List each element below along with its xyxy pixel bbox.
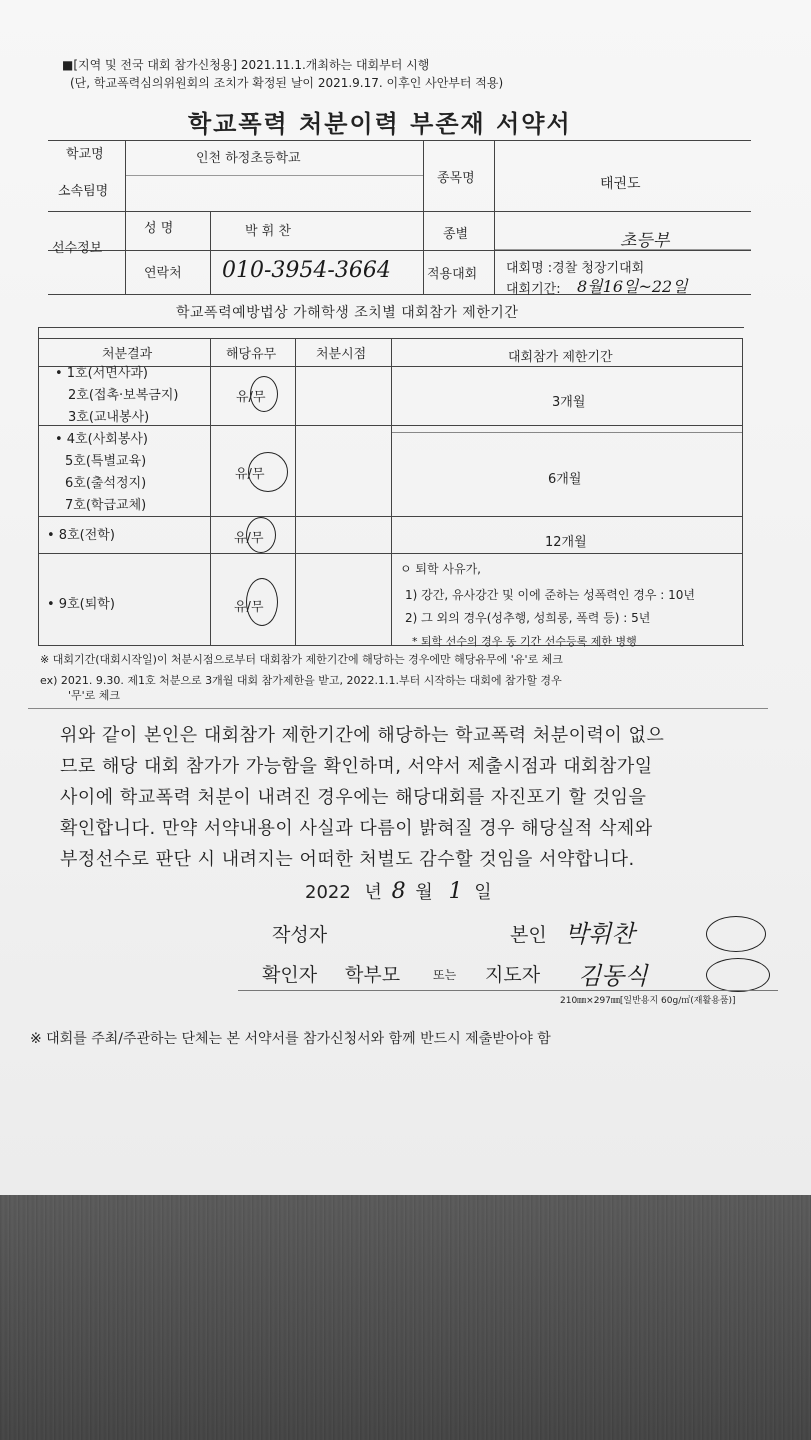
coach-signature-name: 김동식	[578, 962, 648, 990]
result-1: • 1호(서면사과)	[55, 366, 149, 381]
self-seal-signature	[706, 916, 766, 952]
row4-limit-line2: 1) 강간, 유사강간 및 이에 준하는 성폭력인 경우 : 10년	[405, 588, 696, 602]
category-value: 초등부	[620, 231, 670, 251]
desk-surface	[0, 1195, 811, 1440]
row2-circle-mark	[248, 452, 288, 492]
row4-circle-mark	[246, 578, 278, 626]
contest-period-value: 8월16일~22일	[577, 277, 688, 296]
date-day-unit: 일	[474, 882, 492, 903]
row1-circle-mark	[250, 376, 278, 412]
or-label: 또는	[433, 968, 457, 982]
header-line2: (단, 학교폭력심의위원회의 조치가 확정된 날이 2021.9.17. 이후인 사안부터 적용)	[70, 76, 504, 90]
result-3: 3호(교내봉사)	[68, 410, 150, 425]
row4-limit-line3: 2) 그 외의 경우(성추행, 성희롱, 폭력 등) : 5년	[405, 611, 651, 625]
row4-limit-line1: ㅇ 퇴학 사유가,	[400, 562, 481, 576]
coach-label: 지도자	[485, 964, 541, 986]
paper-spec: 210㎜×297㎜[일반용지 60g/㎡(재활용품)]	[560, 996, 736, 1006]
pledge-line2: 므로 해당 대회 참가가 가능함을 확인하며, 서약서 제출시점과 대회참가일	[60, 756, 653, 777]
contest-period-label: 대회기간:	[506, 282, 561, 297]
pledge-line4: 확인합니다. 만약 서약내용이 사실과 다름이 밝혀질 경우 해당실적 삭제와	[60, 818, 653, 839]
section-title: 학교폭력예방법상 가해학생 조치별 대회참가 제한기간	[176, 305, 519, 321]
row3-circle-mark	[246, 517, 276, 553]
school-value: 인천 하정초등학교	[196, 151, 301, 166]
result-6: 6호(출석정지)	[65, 476, 147, 491]
confirm-label: 확인자	[262, 964, 318, 986]
event-value: 태권도	[600, 176, 641, 192]
parent-label: 학부모	[345, 964, 401, 986]
row1-yn: 유/무	[236, 390, 266, 405]
row4-limit-line4: * 퇴학 선수의 경우 동 기간 선수등록 제한 병행	[412, 635, 637, 648]
row1-limit: 3개월	[552, 395, 586, 410]
note-3: '무'로 체크	[68, 689, 121, 702]
date-day: 1	[448, 879, 463, 904]
pledge-line5: 부정선수로 판단 시 내려지는 어떠한 처벌도 감수할 것임을 서약합니다.	[60, 849, 635, 870]
author-label: 작성자	[272, 924, 328, 946]
col-date-header: 처분시점	[316, 347, 367, 362]
col-result-header: 처분결과	[102, 347, 153, 362]
contest-name: 대회명 :경찰 청장기대회	[506, 261, 645, 276]
header-line1: ■[지역 및 전국 대회 참가신청용] 2021.11.1.개최하는 대회부터 시행	[62, 58, 430, 72]
event-label: 종목명	[437, 171, 475, 186]
result-8: • 8호(전학)	[47, 528, 115, 543]
date-year-unit: 년	[364, 882, 382, 903]
applied-contest-label: 적용대회	[427, 267, 478, 282]
athlete-label: 선수정보	[52, 241, 103, 256]
contact-value: 010-3954-3664	[222, 258, 391, 283]
date-month: 8	[391, 879, 406, 904]
date-row	[305, 878, 492, 904]
note-1: ※ 대회기간(대회시작일)이 처분시점으로부터 대회참가 제한기간에 해당하는 경우에만 해당유무에 '유'로 체크	[40, 653, 563, 666]
note-2: ex) 2021. 9.30. 제1호 처분으로 3개월 대회 참가제한을 받고, 2022.1.1.부터 시작하는 대회에 참가할 경우	[40, 674, 562, 687]
team-label: 소속팀명	[58, 184, 109, 199]
col-limit-header: 대회참가 제한기간	[508, 350, 613, 365]
name-label: 성 명	[144, 221, 174, 236]
contact-label: 연락처	[144, 266, 182, 281]
result-7: 7호(학급교체)	[65, 498, 147, 513]
pledge-line1: 위와 같이 본인은 대회참가 제한기간에 해당하는 학교폭력 처분이력이 없으	[60, 725, 665, 746]
row2-limit: 6개월	[548, 472, 582, 487]
document-title: 학교폭력 처분이력 부존재 서약서	[188, 110, 572, 138]
row4-yn: 유/무	[234, 600, 264, 615]
category-label: 종별	[443, 227, 469, 242]
name-value: 박 휘 찬	[245, 224, 291, 239]
result-2: 2호(접촉·보복금지)	[68, 388, 179, 403]
self-label: 본인	[510, 924, 547, 946]
row2-yn: 유/무	[235, 467, 265, 482]
row3-limit: 12개월	[545, 535, 587, 550]
school-label: 학교명	[66, 147, 104, 162]
footer-note: ※ 대회를 주최/주관하는 단체는 본 서약서를 참가신청서와 함께 반드시 제출받아야 함	[30, 1031, 551, 1047]
self-signature-name: 박휘찬	[565, 920, 635, 948]
result-5: 5호(특별교육)	[65, 454, 147, 469]
pledge-paragraph	[60, 720, 760, 875]
date-year: 2022	[305, 882, 351, 903]
row3-yn: 유/무	[234, 531, 264, 546]
date-month-unit: 월	[415, 882, 433, 903]
col-applicable-header: 해당유무	[226, 347, 277, 362]
result-4: • 4호(사회봉사)	[55, 432, 149, 447]
coach-seal-signature	[706, 958, 770, 992]
result-9: • 9호(퇴학)	[47, 597, 115, 612]
pledge-line3: 사이에 학교폭력 처분이 내려진 경우에는 해당대회를 자진포기 할 것임을	[60, 787, 647, 808]
